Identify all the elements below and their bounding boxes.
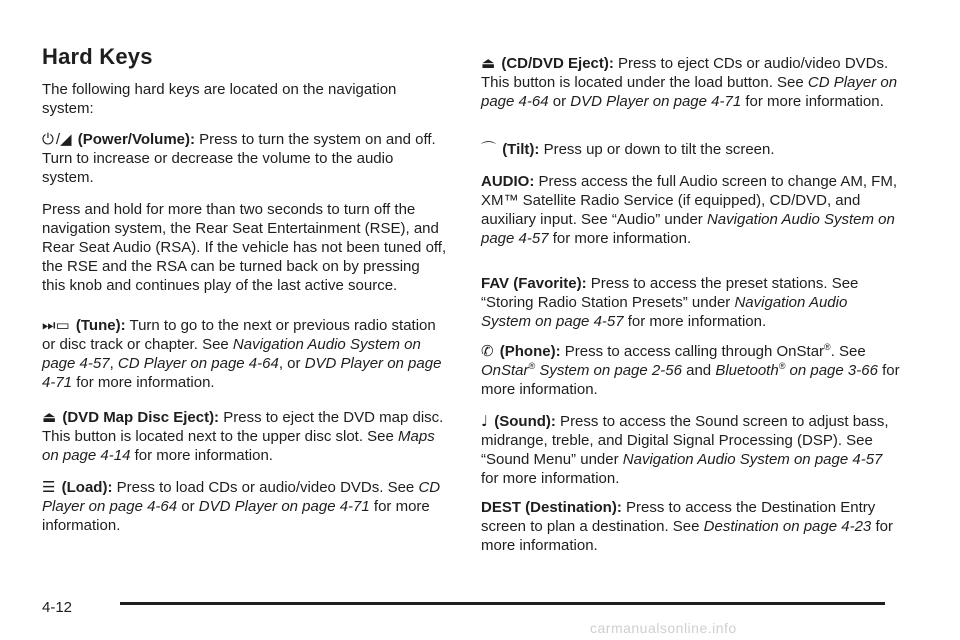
phone-text2: . See — [830, 343, 866, 360]
dest-text: Press to access the Destination Entry screen to plan a destination. See — [481, 499, 876, 535]
eject-icon: ⏏ — [481, 54, 496, 72]
fav-tail: for more information. — [623, 313, 767, 330]
section-heading: Hard Keys — [42, 44, 153, 69]
phone-text: Press to access calling through OnStar — [560, 343, 825, 360]
dest-ref: Destination on page 4-23 — [703, 518, 872, 535]
fav-text: Press to access the preset stations. See “Storing Radio Station Presets” under — [481, 275, 859, 311]
fav-ref: Navigation Audio System on page 4-57 — [481, 294, 848, 330]
slash-text: / — [55, 131, 61, 148]
tune-ref-dvd: DVD Player on page 4-71 — [42, 355, 442, 391]
dvd-map-label: (DVD Map Disc Eject): — [62, 409, 220, 426]
tune-ref-audio: Navigation Audio System on page 4-57 — [42, 336, 421, 372]
sound-label: (Sound): — [494, 413, 556, 430]
bluetooth-ref-reg: ® — [778, 361, 786, 371]
tune-sep1: , — [109, 355, 118, 372]
fav-label: FAV (Favorite): — [481, 275, 587, 292]
dvd-map-ref: Maps on page 4-14 — [42, 428, 435, 464]
phone-sep1: and — [681, 362, 716, 379]
cd-dvd-sep1: or — [548, 93, 571, 110]
tilt-icon: ⌒ — [481, 140, 497, 158]
cd-dvd-ref-dvd: DVD Player on page 4-71 — [570, 93, 742, 110]
cd-dvd-eject-entry — [481, 54, 901, 111]
phone-label: (Phone): — [499, 343, 561, 360]
cd-dvd-ref-cd: CD Player on page 4-64 — [481, 74, 898, 110]
tilt-label: (Tilt): — [502, 141, 540, 158]
intro-paragraph — [42, 80, 437, 118]
phone-tail: for more information. — [481, 362, 900, 398]
power-text: Press to turn the system on and off. Turn to increase or decrease the volume to the audio system. — [42, 131, 436, 186]
dest-tail: for more information. — [481, 518, 893, 554]
load-icon: ☰ — [42, 478, 56, 496]
eject-icon: ⏏ — [42, 408, 57, 426]
footer-rule — [120, 602, 885, 605]
sound-ref: Navigation Audio System on page 4-57 — [622, 451, 883, 468]
phone-ref-onstar — [481, 362, 682, 379]
tilt-text: Press up or down to tilt the screen. — [539, 141, 775, 158]
power-entry — [42, 130, 447, 187]
dest-entry — [481, 498, 901, 555]
onstar-ref-name: OnStar — [481, 362, 529, 379]
dvd-map-text: Press to eject the DVD map disc. This button is located next to the upper disc slot. See — [42, 409, 444, 445]
power-icon: ⏻ — [42, 130, 54, 148]
watermark: carmanualsonline.info — [590, 620, 737, 636]
audio-text: Press access the full Audio screen to change AM, FM, XM™ Satellite Radio Service (if equipped), CD/DVD, and auxiliary input. See “Audio” under — [481, 173, 898, 228]
tune-tail: for more information. — [72, 374, 215, 391]
dest-label: DEST (Destination): — [481, 499, 622, 516]
phone-entry — [481, 342, 901, 399]
load-tail: for more information. — [42, 498, 430, 534]
phone-icon: ✆ — [481, 342, 494, 360]
phone-ref-bluetooth — [715, 362, 878, 379]
intro-text: The following hard keys are located on the navigation system: — [42, 81, 397, 117]
sound-icon: ♩ — [481, 412, 489, 430]
page-number: 4-12 — [42, 599, 73, 616]
load-ref-dvd: DVD Player on page 4-71 — [198, 498, 370, 515]
onstar-ref-page: System on page 2-56 — [535, 362, 682, 379]
power-label: (Power/Volume): — [77, 131, 195, 148]
tune-icon: ⏭︎▭ — [42, 316, 70, 334]
audio-entry — [481, 172, 901, 248]
registered-mark: ® — [824, 342, 831, 352]
load-sep1: or — [177, 498, 199, 515]
bluetooth-ref-page: on page 3-66 — [785, 362, 878, 379]
audio-ref: Navigation Audio System on page 4-57 — [481, 211, 895, 247]
onstar-ref-reg: ® — [528, 361, 536, 371]
bluetooth-ref-name: Bluetooth — [715, 362, 779, 379]
audio-label: AUDIO: — [481, 173, 535, 190]
sound-tail: for more information. — [481, 470, 620, 487]
fav-entry — [481, 274, 901, 331]
tune-label: (Tune): — [75, 317, 126, 334]
sound-text: Press to access the Sound screen to adjust bass, midrange, treble, and Digital Signal Processing (DSP). See “Sound Menu” under — [481, 413, 889, 468]
tune-sep2: , or — [278, 355, 305, 372]
power-detail-paragraph — [42, 200, 447, 295]
tune-entry — [42, 316, 447, 392]
load-entry — [42, 478, 447, 535]
cd-dvd-eject-label: (CD/DVD Eject): — [501, 55, 614, 72]
load-label: (Load): — [61, 479, 113, 496]
load-text: Press to load CDs or audio/video DVDs. See — [112, 479, 419, 496]
volume-icon: ◢ — [60, 130, 72, 148]
power-detail-text: Press and hold for more than two seconds to turn off the navigation system, the Rear Seat Entertainment (RSE), and Rear Seat Audio (RSA). If the vehicle has not been tuned off, the RSE and the RSA can be turned back on by pressing this knob and continues play of the last active source. — [42, 201, 447, 294]
sound-entry — [481, 412, 901, 488]
dvd-map-entry — [42, 408, 447, 465]
load-ref-cd: CD Player on page 4-64 — [42, 479, 441, 515]
cd-dvd-tail: for more information. — [741, 93, 884, 110]
tilt-entry — [481, 140, 901, 159]
tune-ref-cd: CD Player on page 4-64 — [117, 355, 279, 372]
audio-tail: for more information. — [548, 230, 692, 247]
tune-text: Turn to go to the next or previous radio station or disc track or chapter. See — [42, 317, 436, 353]
dvd-map-tail: for more information. — [130, 447, 273, 464]
cd-dvd-eject-text: Press to eject CDs or audio/video DVDs. This button is located under the load button. See — [481, 55, 889, 91]
